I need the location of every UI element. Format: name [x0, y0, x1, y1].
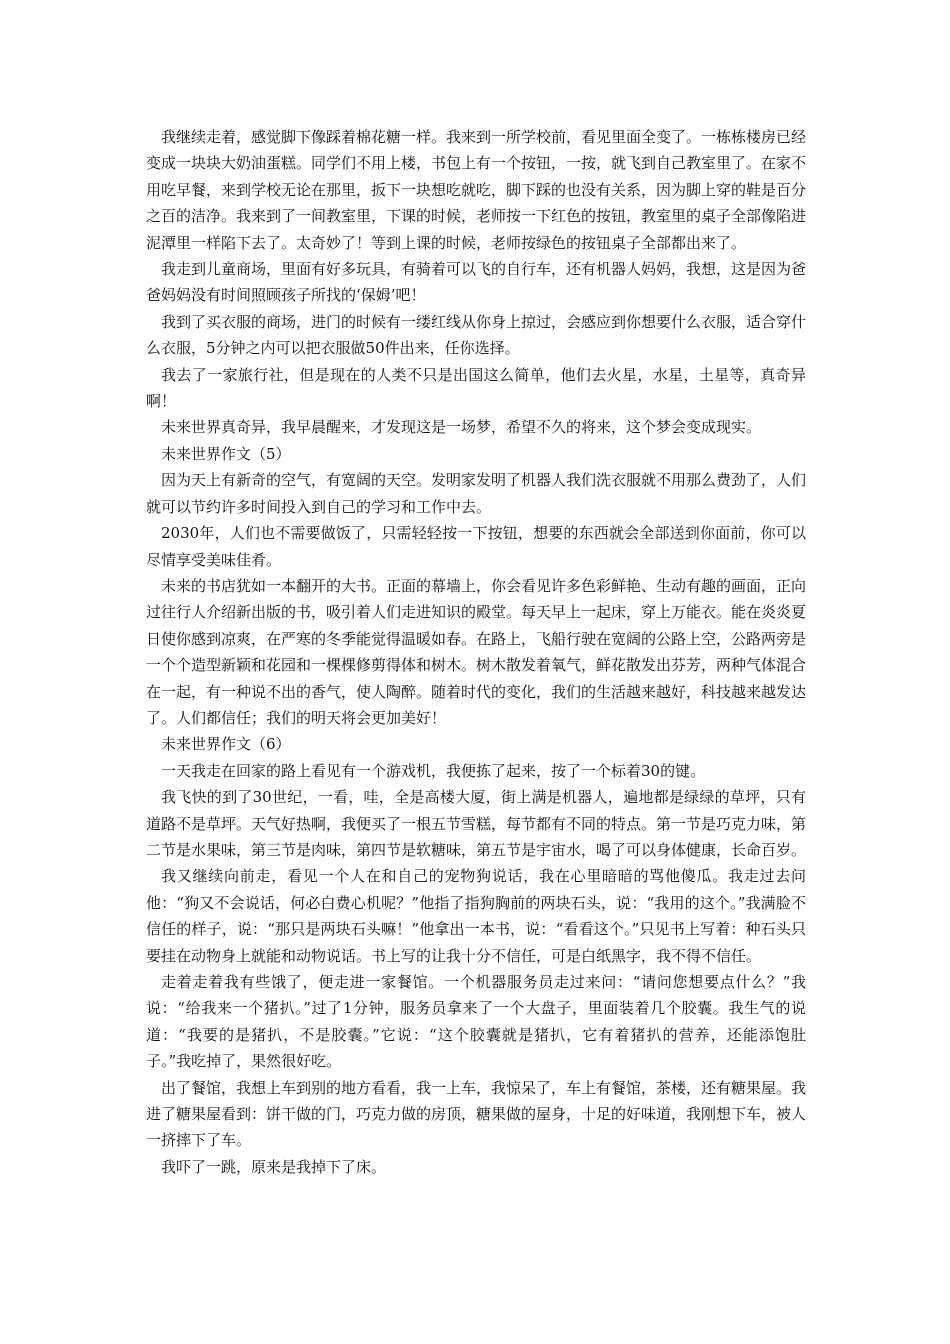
paragraph: 因为天上有新奇的空气，有宽阔的天空。发明家发明了机器人我们洗衣服就不用那么费劲了，人们就可以节约许多时间投入到自己的学习和工作中去。 [146, 471, 807, 516]
paragraph: 我去了一家旅行社，但是现在的人类不只是出国这么简单，他们去火星，水星，土星等，真奇异啊！ [146, 365, 806, 411]
paragraph: 我又继续向前走，看见一个人在和自己的宠物狗说话，我在心里暗暗的骂他傻瓜。我走过去问他：“狗又不会说话，何必白费心机呢？”他指了指狗胸前的两块石头，说：“我用的这个。”我满脸不信任的样子，说：“那只是两块石头嘛！”他拿出一本书，说：“看看这个。”只见书上写着：种石头只要挂在动物身上就能和动物说话。书上写的让我十分不信任，可是白纸黑字，我不得不信任。 [146, 867, 806, 965]
paragraph: 未来世界真奇异，我早晨醒来，才发现这是一场梦，希望不久的将来，这个梦会变成现实。 [161, 418, 762, 437]
section-heading: 未来世界作文（6） [161, 735, 291, 754]
paragraph: 未来的书店犹如一本翻开的大书。正面的幕墙上，你会看见许多色彩鲜艳、生动有趣的画面，正向过往行人介绍新出版的书，吸引着人们走进知识的殿堂。每天早上一起床，穿上万能衣。能在炎炎夏日使你感到凉爽，在严寒的冬季能觉得温暖如春。在路上，飞船行驶在宽阔的公路上空，公路两旁是一个个造型新颖和花园和一棵棵修剪得体和树木。树木散发着氧气，鲜花散发出芬芳，两种气体混合在一起，有一种说不出的香气，使人陶醉。随着时代的变化，我们的生活越来越好，科技越来越发达了。人们都信任；我们的明天将会更加美好！ [146, 576, 807, 727]
paragraph: 我飞快的到了30世纪，一看，哇，全是高楼大厦，街上满是机器人，遍地都是绿绿的草坪，只有道路不是草坪。天气好热啊，我便买了一根五节雪糕，每节都有不同的特点。第一节是巧克力味，第二节是水果味，第三节是肉味，第四节是软糖味，第五节是宇宙水，喝了可以身体健康，长命百岁。 [146, 788, 807, 859]
document-body [146, 124, 806, 1180]
section-heading: 未来世界作文（5） [161, 444, 291, 463]
paragraph: 我到了买衣服的商场，进门的时候有一缕红线从你身上掠过，会感应到你想要什么衣服，适合穿什么衣服，5分钟之内可以把衣服做50件出来，任你选择。 [146, 312, 807, 358]
paragraph: 走着走着我有些饿了，便走进一家餐馆。一个机器服务员走过来问：“请问您想要点什么？”我说：“给我来一个猪扒。”过了1分钟，服务员拿来了一个大盘子，里面装着几个胶囊。我生气的说道：“我要的是猪扒，不是胶囊。”它说：“这个胶囊就是猪扒，它有着猪扒的营养，还能添饱肚子。”我吃掉了，果然很好吃。 [146, 973, 806, 1071]
paragraph: 一天我走在回家的路上看见有一个游戏机，我便拣了起来，按了一个标着30的键。 [161, 761, 706, 780]
paragraph: 出了餐馆，我想上车到别的地方看看，我一上车，我惊呆了，车上有餐馆，茶楼，还有糖果屋。我进了糖果屋看到：饼干做的门，巧克力做的房顶，糖果做的屋身，十足的好味道，我刚想下车，被人一挤摔下了车。 [146, 1078, 807, 1150]
paragraph: 我走到儿童商场，里面有好多玩具，有骑着可以飞的自行车，还有机器人妈妈，我想，这是因为爸爸妈妈没有时间照顾孩子所找的‘保姆’吧！ [146, 260, 807, 305]
paragraph: 2030年，人们也不需要做饭了，只需轻轻按一下按钮，想要的东西就会全部送到你面前，你可以尽情享受美味佳肴。 [146, 524, 806, 569]
paragraph: 我继续走着，感觉脚下像踩着棉花糖一样。我来到一所学校前，看见里面全变了。一栋栋楼房已经变成一块块大奶油蛋糕。同学们不用上楼，书包上有一个按钮，一按，就飞到自己教室里了。在家不用吃早餐，来到学校无论在那里，扳下一块想吃就吃，脚下踩的也没有关系，因为脚上穿的鞋是百分之百的洁净。我来到了一间教室里，下课的时候，老师按一下红色的按钮，教室里的桌子全部像陷进泥潭里一样陷下去了。太奇妙了！等到上课的时候，老师按绿色的按钮桌子全部都出来了。 [146, 128, 807, 252]
paragraph: 我吓了一跳，原来是我掉下了床。 [161, 1157, 387, 1176]
